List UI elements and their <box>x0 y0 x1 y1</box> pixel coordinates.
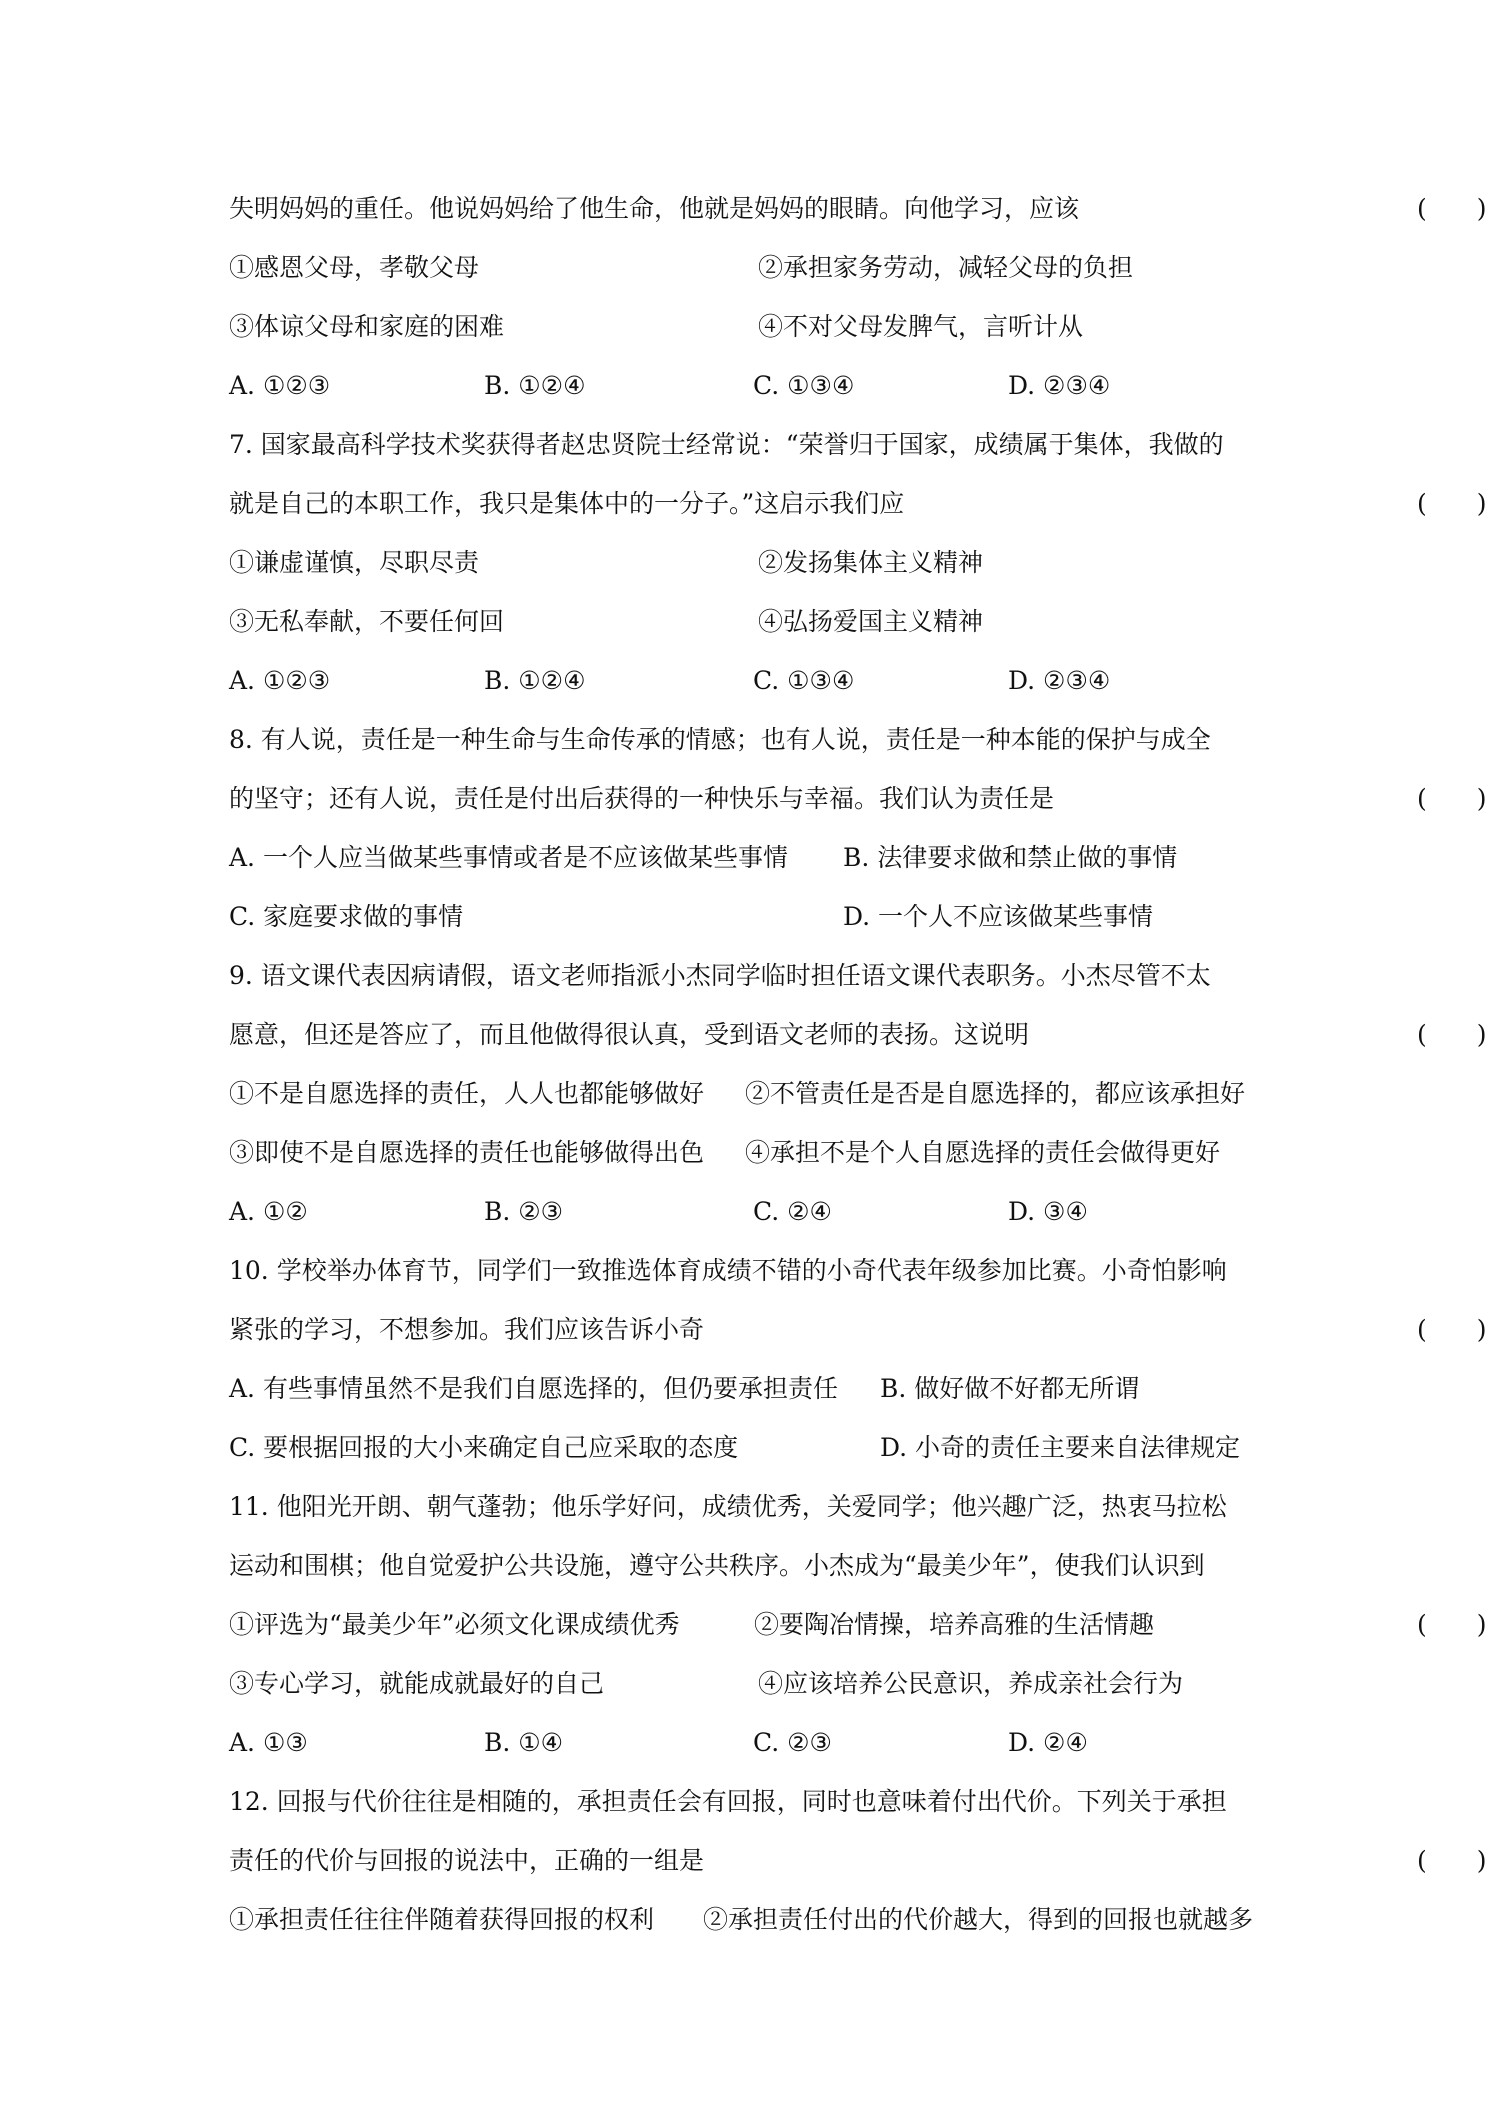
choice-c: C. ②③ <box>753 1728 832 1757</box>
text: 愿意，但还是答应了，而且他做得很认真，受到语文老师的表扬。这说明 <box>229 1020 1030 1049</box>
text: 8. 有人说，责任是一种生命与生命传承的情感；也有人说，责任是一种本能的保护与成全 <box>229 725 1211 754</box>
text: 12. 回报与代价往往是相随的，承担责任会有回报，同时也意味着付出代价。下列关于承担 <box>229 1787 1227 1816</box>
question-9-text-line <box>229 1006 1487 1064</box>
question-11-text-line <box>229 1537 1269 1595</box>
option-item: ④弘扬爱国主义精神 <box>758 607 984 636</box>
text: 7. 国家最高科学技术奖获得者赵忠贤院士经常说：“荣誉归于国家，成绩属于集体，我做的 <box>229 430 1224 459</box>
answer-parentheses: ( ) <box>1417 784 1487 813</box>
question-10-choices-row <box>229 1419 1269 1477</box>
question-8-choices-row <box>229 888 1269 946</box>
text: 10. 学校举办体育节，同学们一致推选体育成绩不错的小奇代表年级参加比赛。小奇怕影响 <box>229 1256 1227 1285</box>
option-item: ④应该培养公民意识，养成亲社会行为 <box>758 1669 1184 1698</box>
question-7-choices-row <box>229 652 1269 710</box>
choice-c: C. ①③④ <box>753 371 855 400</box>
choice-d: D. 一个人不应该做某些事情 <box>843 902 1154 931</box>
option-item: ③即使不是自愿选择的责任也能够做得出色 <box>229 1138 705 1167</box>
text: 的坚守；还有人说，责任是付出后获得的一种快乐与幸福。我们认为责任是 <box>229 784 1055 813</box>
choice-a: A. ①②③ <box>229 371 331 400</box>
question-7-options-row <box>229 534 1269 592</box>
option-item: ②不管责任是否是自愿选择的，都应该承担好 <box>745 1079 1246 1108</box>
question-11-options-row <box>229 1596 1487 1654</box>
answer-parentheses: ( ) <box>1417 1846 1487 1875</box>
choice-b: B. 法律要求做和禁止做的事情 <box>843 843 1178 872</box>
question-12-text-line <box>229 1773 1269 1831</box>
question-9-options-row <box>229 1124 1269 1182</box>
question-11-options-row <box>229 1655 1269 1713</box>
text: 就是自己的本职工作，我只是集体中的一分子。”这启示我们应 <box>229 489 905 518</box>
choice-b: B. ①④ <box>484 1728 564 1757</box>
text: 运动和围棋；他自觉爱护公共设施，遵守公共秩序。小杰成为“最美少年”，使我们认识到 <box>229 1551 1205 1580</box>
answer-parentheses: ( ) <box>1417 1020 1487 1049</box>
choice-b: B. 做好做不好都无所谓 <box>880 1374 1140 1403</box>
question-9-options-row <box>229 1065 1269 1123</box>
option-item: ②承担家务劳动，减轻父母的负担 <box>758 253 1134 282</box>
question-6-choices-row <box>229 357 1269 415</box>
question-8-text-line <box>229 770 1487 828</box>
choice-d: D. ②③④ <box>1008 666 1111 695</box>
choice-a: A. ①③ <box>229 1728 308 1757</box>
question-9-text-line <box>229 947 1269 1005</box>
choice-d: D. 小奇的责任主要来自法律规定 <box>880 1433 1241 1462</box>
question-12-text-line <box>229 1832 1487 1890</box>
answer-parentheses: ( ) <box>1417 1610 1487 1639</box>
option-item: ①承担责任往往伴随着获得回报的权利 <box>229 1905 655 1934</box>
option-item: ④承担不是个人自愿选择的责任会做得更好 <box>745 1138 1221 1167</box>
text: 11. 他阳光开朗、朝气蓬勃；他乐学好问，成绩优秀，关爱同学；他兴趣广泛，热衷马拉松 <box>229 1492 1227 1521</box>
question-10-text-line <box>229 1301 1487 1359</box>
question-6-options-row <box>229 298 1269 356</box>
choice-c: C. ①③④ <box>753 666 855 695</box>
option-item: ②发扬集体主义精神 <box>758 548 984 577</box>
question-6-options-row <box>229 239 1269 297</box>
choice-a: A. 有些事情虽然不是我们自愿选择的，但仍要承担责任 <box>229 1374 838 1403</box>
choice-a: A. ①② <box>229 1197 308 1226</box>
option-item: ③专心学习，就能成就最好的自己 <box>229 1669 605 1698</box>
choice-b: B. ①②④ <box>484 371 586 400</box>
option-item: ①谦虚谨慎，尽职尽责 <box>229 548 480 577</box>
question-9-choices-row <box>229 1183 1269 1241</box>
choice-d: D. ③④ <box>1008 1197 1088 1226</box>
option-item: ②要陶冶情操，培养高雅的生活情趣 <box>754 1610 1155 1639</box>
option-item: ③无私奉献，不要任何回 <box>229 607 505 636</box>
question-6-text-line <box>229 180 1487 238</box>
question-11-text-line <box>229 1478 1269 1536</box>
choice-b: B. ①②④ <box>484 666 586 695</box>
text: 紧张的学习，不想参加。我们应该告诉小奇 <box>229 1315 705 1344</box>
option-item: ①感恩父母，孝敬父母 <box>229 253 480 282</box>
answer-parentheses: ( ) <box>1417 194 1487 223</box>
question-10-text-line <box>229 1242 1269 1300</box>
choice-a: A. ①②③ <box>229 666 331 695</box>
option-item: ①不是自愿选择的责任，人人也都能够做好 <box>229 1079 705 1108</box>
choice-c: C. ②④ <box>753 1197 832 1226</box>
text: 9. 语文课代表因病请假，语文老师指派小杰同学临时担任语文课代表职务。小杰尽管不太 <box>229 961 1211 990</box>
question-10-choices-row <box>229 1360 1269 1418</box>
choice-c: C. 家庭要求做的事情 <box>229 902 464 931</box>
option-item: ③体谅父母和家庭的困难 <box>229 312 505 341</box>
question-7-options-row <box>229 593 1269 651</box>
question-7-text-line <box>229 475 1487 533</box>
question-11-choices-row <box>229 1714 1269 1772</box>
question-12-options-row <box>229 1891 1269 1949</box>
text: 责任的代价与回报的说法中，正确的一组是 <box>229 1846 705 1875</box>
choice-b: B. ②③ <box>484 1197 564 1226</box>
choice-a: A. 一个人应当做某些事情或者是不应该做某些事情 <box>229 843 788 872</box>
question-8-choices-row <box>229 829 1269 887</box>
option-item: ④不对父母发脾气，言听计从 <box>758 312 1084 341</box>
option-item: ②承担责任付出的代价越大，得到的回报也就越多 <box>703 1905 1254 1934</box>
question-8-text-line <box>229 711 1269 769</box>
choice-c: C. 要根据回报的大小来确定自己应采取的态度 <box>229 1433 739 1462</box>
text: 失明妈妈的重任。他说妈妈给了他生命，他就是妈妈的眼睛。向他学习，应该 <box>229 194 1080 223</box>
answer-parentheses: ( ) <box>1417 1315 1487 1344</box>
choice-d: D. ②④ <box>1008 1728 1088 1757</box>
choice-d: D. ②③④ <box>1008 371 1111 400</box>
answer-parentheses: ( ) <box>1417 489 1487 518</box>
question-7-text-line <box>229 416 1269 474</box>
option-item: ①评选为“最美少年”必须文化课成绩优秀 <box>229 1610 680 1639</box>
